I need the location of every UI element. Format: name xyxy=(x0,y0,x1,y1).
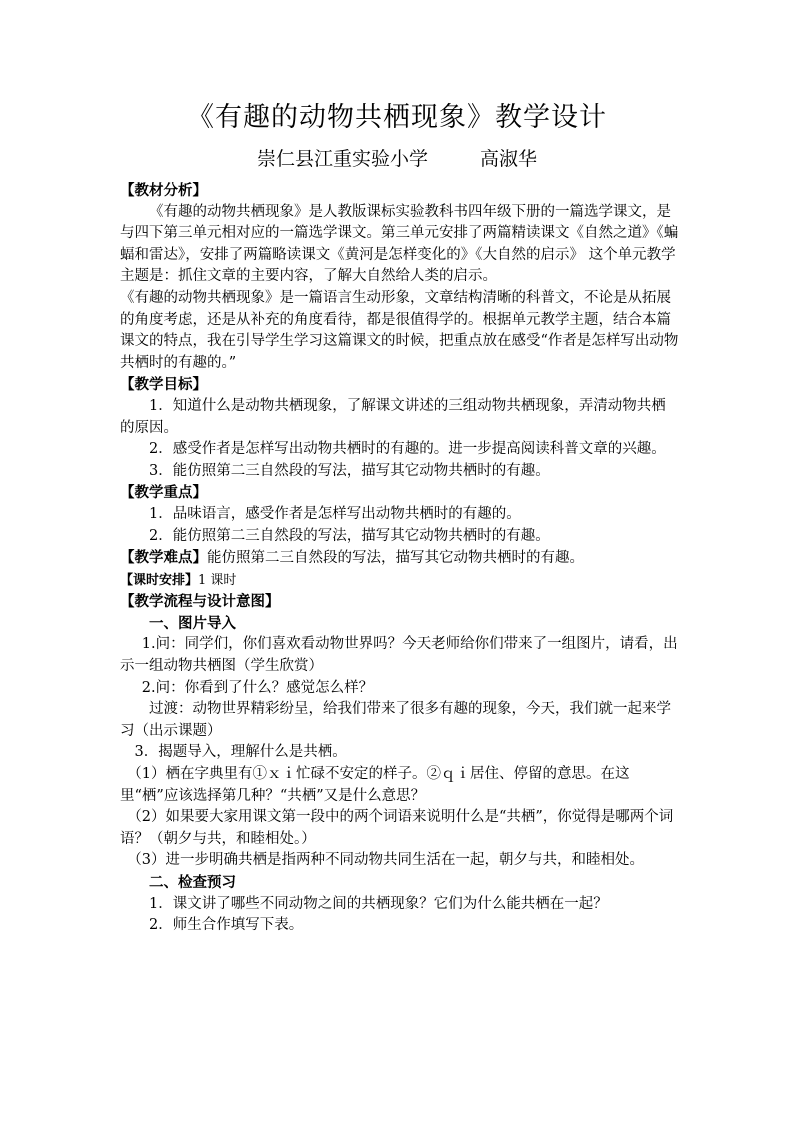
goal-item: 2．感受作者是怎样写出动物共栖时的有趣的。进一步提高阅读科普文章的兴趣。 xyxy=(149,441,666,458)
analysis-paragraph: 《有趣的动物共栖现象》是人教版课标实验教科书四年级下册的一篇选学课文，是与四下第三单元相对应的一篇选学课文。第三单元安排了两篇精读课文《自然之道》《蝙蝠和雷达》，安排了两篇略读课文《黄河是怎样变化的》《大自然的启示》 这个单元教学主题是：抓住文章的主要内容，了解大自然给人类的启示。 xyxy=(120,203,679,285)
step-question: 2．师生合作填写下表。 xyxy=(149,917,304,934)
difficulty-text: 能仿照第二三自然段的写法，描写其它动物共栖时的有趣。 xyxy=(207,550,584,567)
step-subitem: （2）如果要大家用课文第一段中的两个词语来说明什么是“共栖”，你觉得是哪两个词语？（朝夕与共，和睦相处。） xyxy=(120,809,674,847)
page-title: 《有趣的动物共栖现象》教学设计 xyxy=(187,102,607,133)
focus-item: 2．能仿照第二三自然段的写法，描写其它动物共栖时的有趣。 xyxy=(149,527,550,544)
step-question: 1．课文讲了哪些不同动物之间的共栖现象？它们为什么能共栖在一起？ xyxy=(149,895,608,912)
section-heading-process: 【教学流程与设计意图】 xyxy=(120,593,280,611)
difficulty-line xyxy=(120,547,680,570)
section-heading-analysis: 【教材分析】 xyxy=(120,182,207,199)
step-heading: 一、图片导入 xyxy=(149,614,236,632)
step-subitem: （1）栖在字典里有①ｘｉ忙碌不安定的样子。②ｑｉ居住、停留的意思。在这里“栖”应该选择第几种？“共栖”又是什么意思？ xyxy=(120,766,630,804)
step-transition: 过渡：动物世界精彩纷呈，给我们带来了很多有趣的现象，今天，我们就一起来学习（出示课题） xyxy=(120,701,671,739)
step-question: 3．揭题导入，理解什么是共栖。 xyxy=(134,744,347,761)
step-question: 1.问：同学们，你们喜欢看动物世界吗？今天老师给你们带来了一组图片，请看，出示一组动物共栖图（学生欣赏） xyxy=(120,636,678,675)
school-name: 崇仁县江重实验小学 xyxy=(256,148,428,170)
author-name: 高淑华 xyxy=(480,148,538,170)
hours-line xyxy=(120,570,680,592)
goal-item: 1．知道什么是动物共栖现象，了解课文讲述的三组动物共栖现象，弄清动物共栖的原因。 xyxy=(120,397,666,436)
section-heading-goals: 【教学目标】 xyxy=(120,376,207,394)
document-body xyxy=(120,180,680,937)
step-question: 2.问：你看到了什么？感觉怎么样？ xyxy=(141,679,374,696)
hours-text: 1 课时 xyxy=(198,572,237,588)
author-line xyxy=(0,146,794,172)
focus-item: 1．品味语言，感受作者是怎样写出动物共栖时的有趣的。 xyxy=(149,505,521,522)
analysis-paragraph: 《有趣的动物共栖现象》是一篇语言生动形象，文章结构清晰的科普文，不论是从拓展的角度考虑，还是从补充的角度看待，都是很值得学的。根据单元教学主题，结合本篇课文的特点，我在引导学生学习这篇课文的时候，把重点放在感受“作者是怎样写出动物共栖时的有趣的。” xyxy=(120,289,679,371)
section-heading-hours: 【课时安排】 xyxy=(120,572,199,588)
goal-item: 3．能仿照第二三自然段的写法，描写其它动物共栖时的有趣。 xyxy=(149,462,550,479)
section-heading-focus: 【教学重点】 xyxy=(120,484,207,502)
step-subitem: （3）进一步明确共栖是指两种不同动物共同生活在一起，朝夕与共，和睦相处。 xyxy=(127,852,644,869)
section-heading-difficulty: 【教学难点】 xyxy=(120,549,207,567)
step-heading: 二、检查预习 xyxy=(149,874,236,891)
